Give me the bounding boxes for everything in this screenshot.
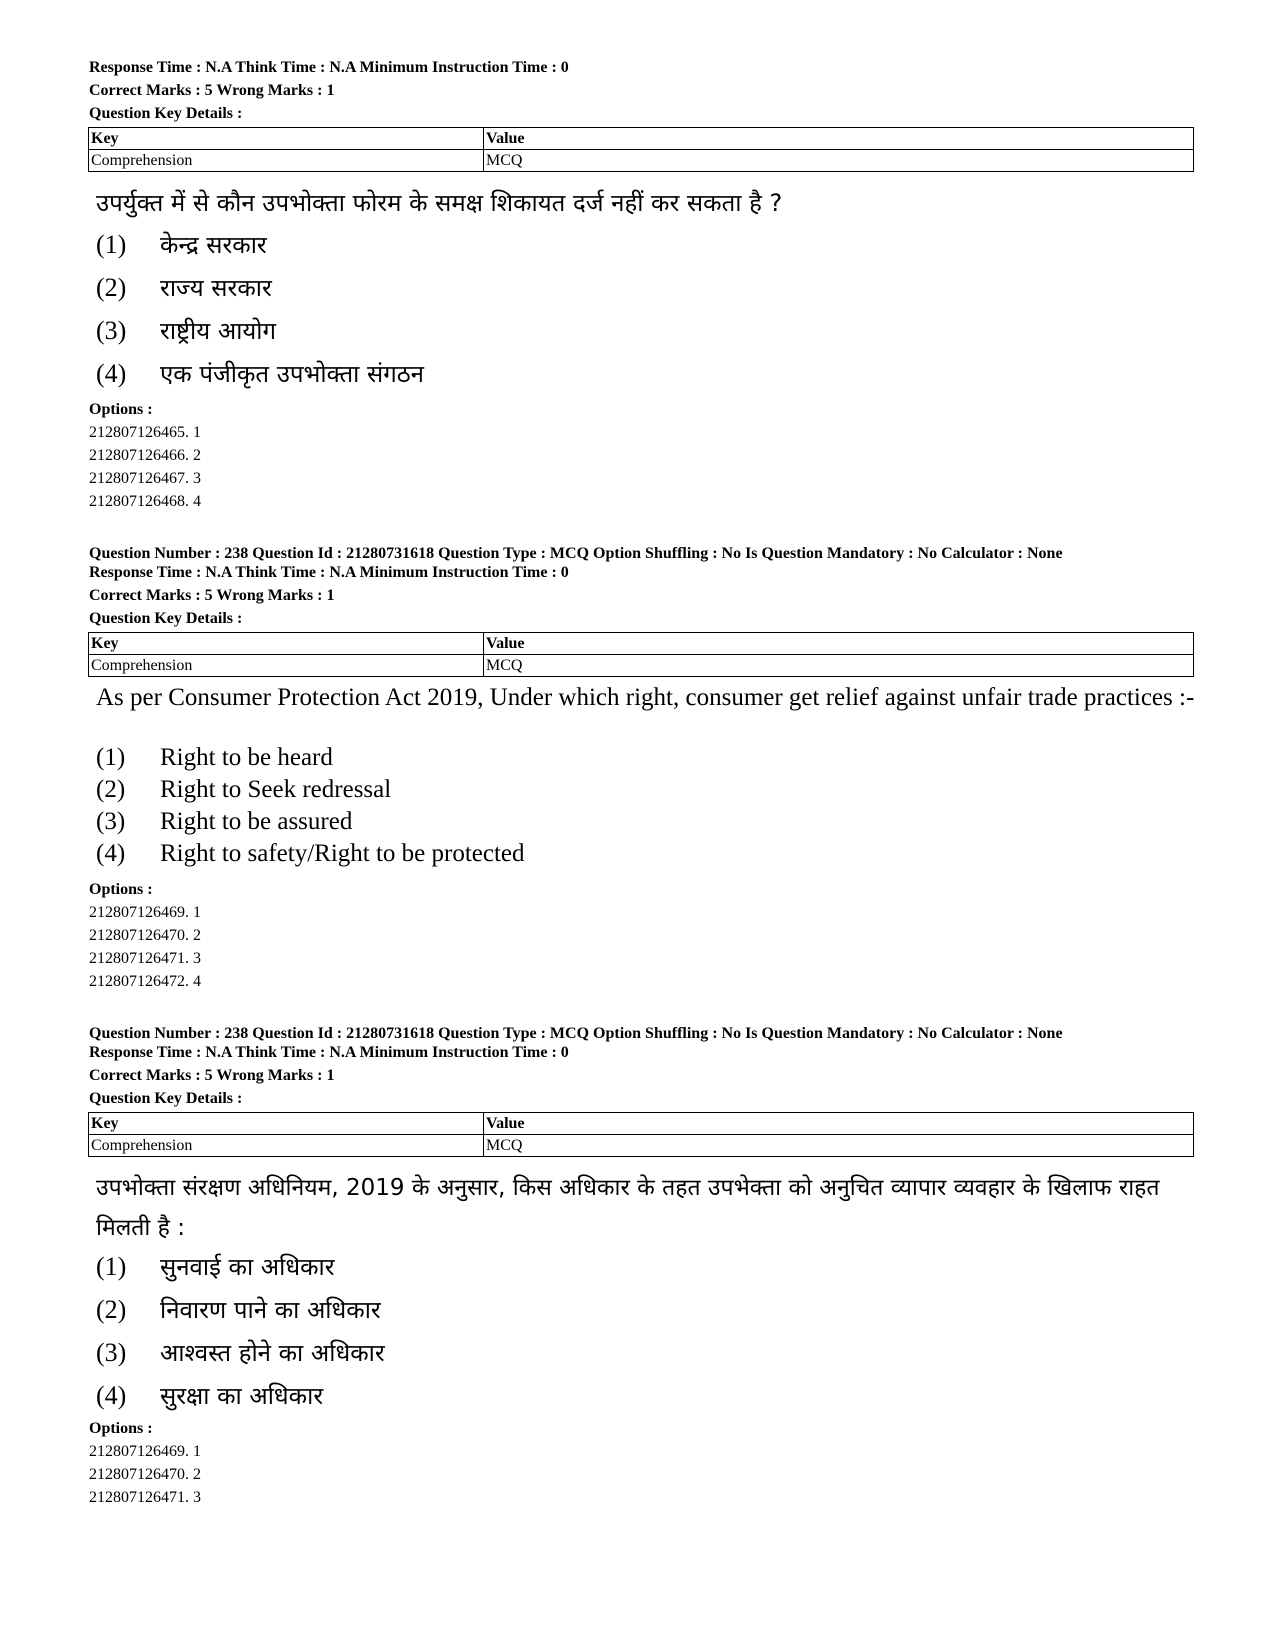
table-row bbox=[89, 150, 1194, 172]
value-cell: MCQ bbox=[484, 1135, 1194, 1157]
choice-3 bbox=[96, 808, 352, 836]
choice-number: (1) bbox=[96, 1252, 127, 1281]
choice-text: राष्ट्रीय आयोग bbox=[160, 317, 276, 345]
value-cell: MCQ bbox=[484, 655, 1194, 677]
choice-number: (4) bbox=[96, 840, 126, 867]
key-cell: Comprehension bbox=[89, 655, 484, 677]
choice-2 bbox=[96, 271, 272, 304]
table-header-row bbox=[89, 128, 1194, 150]
question-text: उपर्युक्त में से कौन उपभोक्ता फोरम के समक्ष शिकायत दर्ज नहीं कर सकता है ? bbox=[96, 189, 783, 217]
choice-text: Right to Seek redressal bbox=[160, 776, 392, 803]
choice-4 bbox=[96, 1379, 323, 1412]
choice-text: Right to safety/Right to be protected bbox=[160, 840, 525, 867]
option-id: 212807126469. 1 bbox=[89, 904, 201, 921]
choice-number: (2) bbox=[96, 776, 126, 803]
options-label: Options : bbox=[89, 881, 153, 898]
choice-text: एक पंजीकृत उपभोक्ता संगठन bbox=[160, 360, 424, 388]
value-header: Value bbox=[484, 1113, 1194, 1135]
choice-number: (2) bbox=[96, 1295, 127, 1324]
response-time-line: Response Time : N.A Think Time : N.A Minimum Instruction Time : 0 bbox=[89, 59, 569, 76]
option-id: 212807126466. 2 bbox=[89, 447, 201, 464]
choice-1 bbox=[96, 744, 333, 772]
question-meta-line: Question Number : 238 Question Id : 21280731618 Question Type : MCQ Option Shuffling : No Is Question Mandatory : No Calculator : None bbox=[89, 1025, 1063, 1042]
choice-1 bbox=[96, 228, 267, 261]
choice-number: (3) bbox=[96, 1338, 127, 1367]
table-header-row bbox=[89, 633, 1194, 655]
option-id: 212807126465. 1 bbox=[89, 424, 201, 441]
response-time-line: Response Time : N.A Think Time : N.A Minimum Instruction Time : 0 bbox=[89, 564, 569, 581]
choice-number: (3) bbox=[96, 316, 127, 345]
choice-3 bbox=[96, 314, 276, 347]
key-header: Key bbox=[89, 1113, 484, 1135]
choice-text: सुनवाई का अधिकार bbox=[160, 1253, 335, 1281]
value-cell: MCQ bbox=[484, 150, 1194, 172]
key-cell: Comprehension bbox=[89, 1135, 484, 1157]
option-id: 212807126467. 3 bbox=[89, 470, 201, 487]
value-header: Value bbox=[484, 633, 1194, 655]
question-meta-line: Question Number : 238 Question Id : 21280731618 Question Type : MCQ Option Shuffling : No Is Question Mandatory : No Calculator : None bbox=[89, 545, 1063, 562]
choice-number: (1) bbox=[96, 230, 127, 259]
choice-text: Right to be heard bbox=[160, 744, 333, 771]
option-id: 212807126468. 4 bbox=[89, 493, 201, 510]
option-id: 212807126470. 2 bbox=[89, 1466, 201, 1483]
option-id: 212807126471. 3 bbox=[89, 1489, 201, 1506]
response-time-line: Response Time : N.A Think Time : N.A Minimum Instruction Time : 0 bbox=[89, 1044, 569, 1061]
choice-number: (2) bbox=[96, 273, 127, 302]
marks-line: Correct Marks : 5 Wrong Marks : 1 bbox=[89, 587, 335, 604]
choice-3 bbox=[96, 1336, 385, 1369]
choice-1 bbox=[96, 1250, 335, 1283]
key-header: Key bbox=[89, 633, 484, 655]
choice-2 bbox=[96, 1293, 381, 1326]
option-id: 212807126471. 3 bbox=[89, 950, 201, 967]
option-id: 212807126470. 2 bbox=[89, 927, 201, 944]
key-details-table bbox=[88, 1112, 1194, 1157]
choice-number: (1) bbox=[96, 744, 126, 771]
choice-4 bbox=[96, 840, 525, 868]
table-row bbox=[89, 1135, 1194, 1157]
key-header: Key bbox=[89, 128, 484, 150]
question-text: उपभोक्ता संरक्षण अधिनियम, 2019 के अनुसार, किस अधिकार के तहत उपभेक्ता को अनुचित व्यापार व्यवहार के खिलाफ राहत मिलती है : bbox=[96, 1175, 1160, 1241]
table-row bbox=[89, 655, 1194, 677]
options-label: Options : bbox=[89, 401, 153, 418]
choice-text: आश्वस्त होने का अधिकार bbox=[160, 1339, 385, 1367]
key-details-label: Question Key Details : bbox=[89, 105, 243, 122]
choice-number: (4) bbox=[96, 1381, 127, 1410]
table-header-row bbox=[89, 1113, 1194, 1135]
marks-line: Correct Marks : 5 Wrong Marks : 1 bbox=[89, 1067, 335, 1084]
choice-number: (3) bbox=[96, 808, 126, 835]
key-details-label: Question Key Details : bbox=[89, 1090, 243, 1107]
key-cell: Comprehension bbox=[89, 150, 484, 172]
key-details-table bbox=[88, 632, 1194, 677]
choice-2 bbox=[96, 776, 391, 804]
choice-number: (4) bbox=[96, 359, 127, 388]
choice-text: केन्द्र सरकार bbox=[160, 231, 267, 259]
choice-text: निवारण पाने का अधिकार bbox=[160, 1296, 381, 1324]
choice-text: राज्य सरकार bbox=[160, 274, 272, 302]
option-id: 212807126469. 1 bbox=[89, 1443, 201, 1460]
choice-4 bbox=[96, 357, 424, 390]
value-header: Value bbox=[484, 128, 1194, 150]
key-details-label: Question Key Details : bbox=[89, 610, 243, 627]
choice-text: सुरक्षा का अधिकार bbox=[160, 1382, 324, 1410]
question-text: As per Consumer Protection Act 2019, Under which right, consumer get relief against unfair trade practices :- bbox=[96, 684, 1195, 711]
choice-text: Right to be assured bbox=[160, 808, 353, 835]
option-id: 212807126472. 4 bbox=[89, 973, 201, 990]
key-details-table bbox=[88, 127, 1194, 172]
marks-line: Correct Marks : 5 Wrong Marks : 1 bbox=[89, 82, 335, 99]
options-label: Options : bbox=[89, 1420, 153, 1437]
